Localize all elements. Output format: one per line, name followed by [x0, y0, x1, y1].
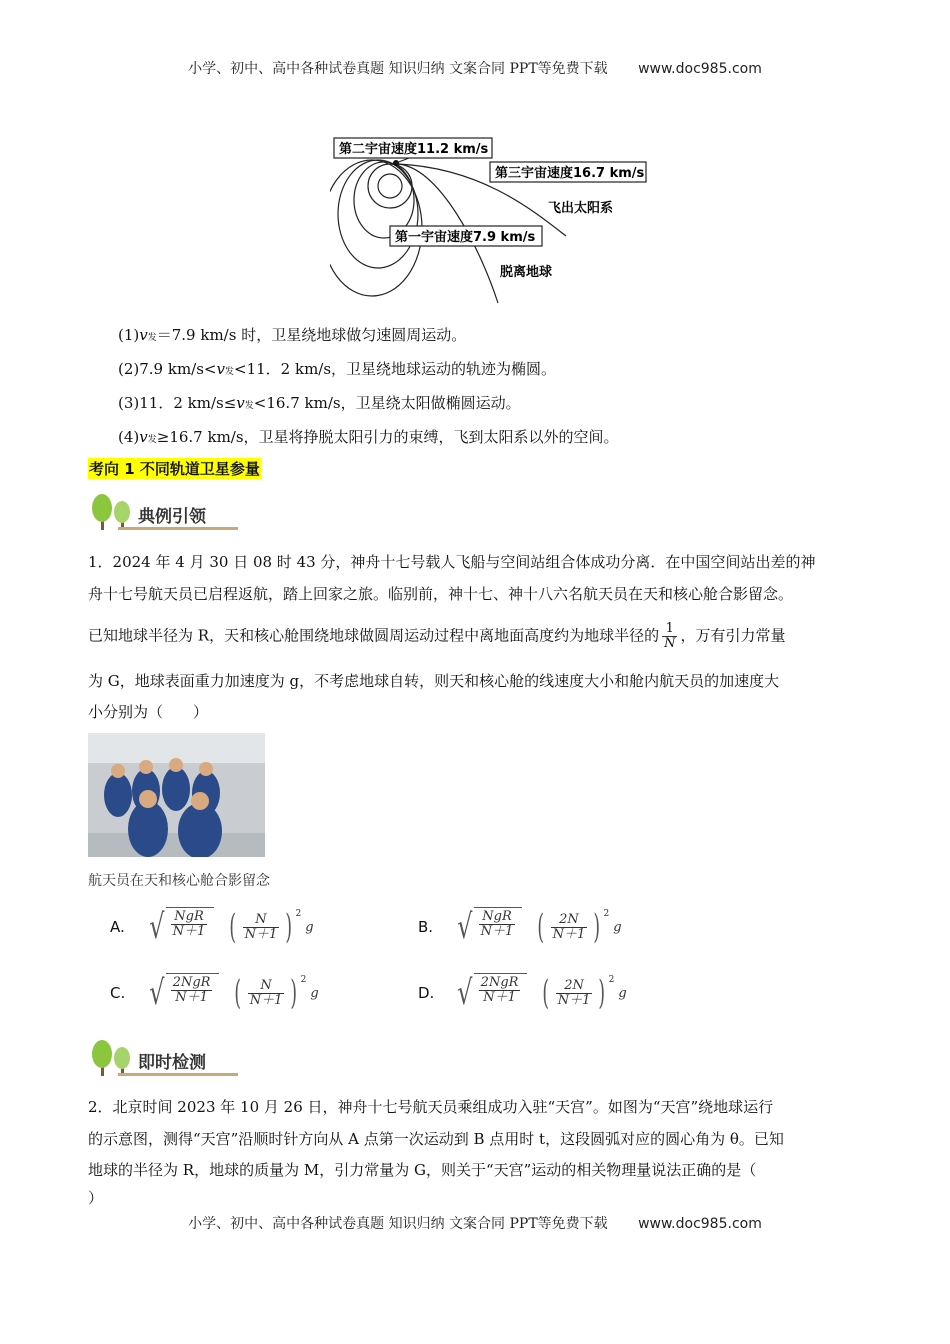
c-paren-num: N: [248, 979, 285, 994]
page-header: [0, 58, 950, 78]
q1-line1: 1．2024 年 4 月 30 日 08 时 43 分，神舟十七号载人飞船与空间站组合体成功分离．在中国空间站出差的神: [88, 553, 816, 571]
tree-icon: [88, 1038, 136, 1078]
q1-line4: 为 G，地球表面重力加速度为 g，不考虑地球自转，则天和核心舱的线速度大小和舱内航天员的加速度大: [88, 672, 780, 690]
c2-pre: (2)7.9 km/s<: [118, 360, 217, 378]
label-solar: 飞出太阳系: [548, 201, 614, 216]
c-root-num: 2NgR: [172, 975, 211, 990]
q1-fraction: [662, 622, 677, 651]
banner-check-title: 即时检测: [138, 1053, 206, 1073]
banner-check: [88, 1036, 238, 1080]
q1-line3-pre: 已知地球半径为 R，天和核心舱围绕地球做圆周运动过程中离地面高度约为地球半径的: [88, 626, 660, 645]
option-a-label: A.: [110, 918, 125, 936]
q2-line1: 2．北京时间 2023 年 10 月 26 日，神舟十七号航天员乘组成功入驻“天宫”。如图为“天宫”绕地球运行: [88, 1098, 774, 1116]
c4-post: ≥16.7 km/s，卫星将挣脱太阳引力的束缚，飞到太阳系以外的空间。: [156, 428, 619, 446]
option-c-label: C.: [110, 984, 126, 1002]
option-a[interactable]: [110, 902, 314, 952]
b-paren-num: 2N: [551, 913, 588, 928]
banner-rule: [118, 1073, 238, 1076]
c3-sub: 发: [244, 401, 254, 411]
b-paren-den: N＋1: [552, 926, 586, 942]
condition-4: [118, 426, 619, 451]
c4-pre: (4): [118, 428, 140, 446]
tree-icon: [88, 492, 136, 532]
c2-post: <11．2 km/s，卫星绕地球运动的轨迹为椭圆。: [234, 360, 557, 378]
option-d-label: D.: [418, 984, 435, 1002]
label-third: 第三宇宙速度16.7 km/s: [495, 166, 645, 181]
header-url[interactable]: www.doc985.com: [638, 61, 762, 77]
footer-url[interactable]: www.doc985.com: [638, 1216, 762, 1232]
label-earth: 脱离地球: [500, 265, 553, 280]
b-root-num: NgR: [479, 910, 516, 925]
q2-line4: ）: [88, 1189, 104, 1207]
condition-1: [118, 324, 466, 349]
q1-line3-post: ，万有引力常量: [680, 626, 786, 645]
label-second: 第二宇宙速度11.2 km/s: [339, 142, 489, 157]
c1-post: ＝7.9 km/s 时，卫星绕地球做匀速圆周运动。: [156, 326, 467, 344]
b-root-den: N＋1: [480, 924, 514, 939]
c1-sub: 发: [147, 333, 157, 343]
b-exp: 2: [603, 909, 610, 919]
c2-sub: 发: [225, 367, 235, 377]
d-root-num: 2NgR: [480, 975, 519, 990]
a-paren-num: N: [243, 913, 280, 928]
option-a-formula: √ $\frac{\text{NgR}}{N+1}$ ( $\frac{N}{N+1}$ ) 2 g: [149, 907, 314, 947]
c3-v: v: [236, 394, 245, 412]
first-velocity-orbit: [368, 164, 412, 208]
q1-frac-num: 1: [662, 622, 677, 637]
q2-line2: 的示意图，测得“天宫”沿顺时针方向从 A 点第一次运动到 B 点用时 t，这段圆弧对应的圆心角为 θ。已知: [88, 1130, 784, 1148]
ellipse-orbit-2: [338, 160, 418, 268]
photo-caption: 航天员在天和核心舱合影留念: [88, 873, 270, 889]
c4-v: v: [139, 428, 148, 446]
a-root-den: N＋1: [172, 924, 206, 939]
c1-v: v: [139, 326, 148, 344]
cosmic-velocity-diagram: [330, 128, 660, 308]
banner-example-title: 典例引领: [138, 507, 206, 527]
option-b-label: B.: [418, 918, 434, 936]
condition-2: [118, 358, 556, 383]
c4-sub: 发: [147, 435, 157, 445]
label-first: 第一宇宙速度7.9 km/s: [395, 230, 536, 245]
a-paren-den: N＋1: [244, 926, 278, 942]
b-tail: g: [613, 919, 622, 935]
option-c-formula: √ $\frac{\text{2NgR}}{N+1}$ ( $\frac{N}{N+1}$ ) 2 g: [149, 973, 319, 1013]
d-paren-den: N＋1: [557, 992, 591, 1008]
d-paren-num: 2N: [556, 979, 593, 994]
d-exp: 2: [608, 975, 615, 985]
header-text: 小学、初中、高中各种试卷真题 知识归纳 文案合同 PPT等免费下载: [188, 61, 608, 77]
q2-line3: 地球的半径为 R，地球的质量为 M，引力常量为 G，则关于“天宫”运动的相关物理量说法正确的是（: [88, 1161, 757, 1179]
c3-pre: (3)11．2 km/s≤: [118, 394, 237, 412]
c3-post: <16.7 km/s，卫星绕太阳做椭圆运动。: [253, 394, 521, 412]
q1-line2: 舟十七号航天员已启程返航，踏上回家之旅。临别前，神十七、神十八六名航天员在天和核心舱合影留念。: [88, 585, 794, 603]
c-exp: 2: [300, 975, 307, 985]
option-b-formula: √ $\frac{\text{NgR}}{N+1}$ ( $\frac{2N}{N+1}$ ) 2 g: [457, 907, 622, 947]
q1-frac-den: N: [664, 636, 676, 651]
option-b[interactable]: [418, 902, 622, 952]
condition-3: [118, 392, 521, 417]
kaoxiang-heading: 考向 1 不同轨道卫星参量: [89, 460, 260, 478]
q1-line3: [88, 622, 873, 651]
earth-circle: [378, 174, 402, 198]
astronaut-photo: [88, 733, 265, 857]
c-paren-den: N＋1: [249, 992, 283, 1008]
q1-line5: 小分别为（ ）: [88, 703, 209, 721]
d-tail: g: [618, 985, 627, 1001]
c1-pre: (1): [118, 326, 140, 344]
banner-example: [88, 490, 238, 534]
footer-text: 小学、初中、高中各种试卷真题 知识归纳 文案合同 PPT等免费下载: [188, 1216, 608, 1232]
a-exp: 2: [295, 909, 302, 919]
c-tail: g: [310, 985, 319, 1001]
d-root-den: N＋1: [483, 990, 516, 1005]
c-root-den: N＋1: [175, 990, 208, 1005]
option-d[interactable]: [418, 968, 627, 1018]
banner-rule: [118, 527, 238, 530]
option-d-formula: √ $\frac{\text{2NgR}}{N+1}$ ( $\frac{2N}{N+1}$ ) 2 g: [457, 973, 627, 1013]
c2-v: v: [216, 360, 225, 378]
page-footer: [0, 1213, 950, 1233]
a-tail: g: [305, 919, 314, 935]
a-root-num: NgR: [171, 910, 208, 925]
option-c[interactable]: [110, 968, 319, 1018]
